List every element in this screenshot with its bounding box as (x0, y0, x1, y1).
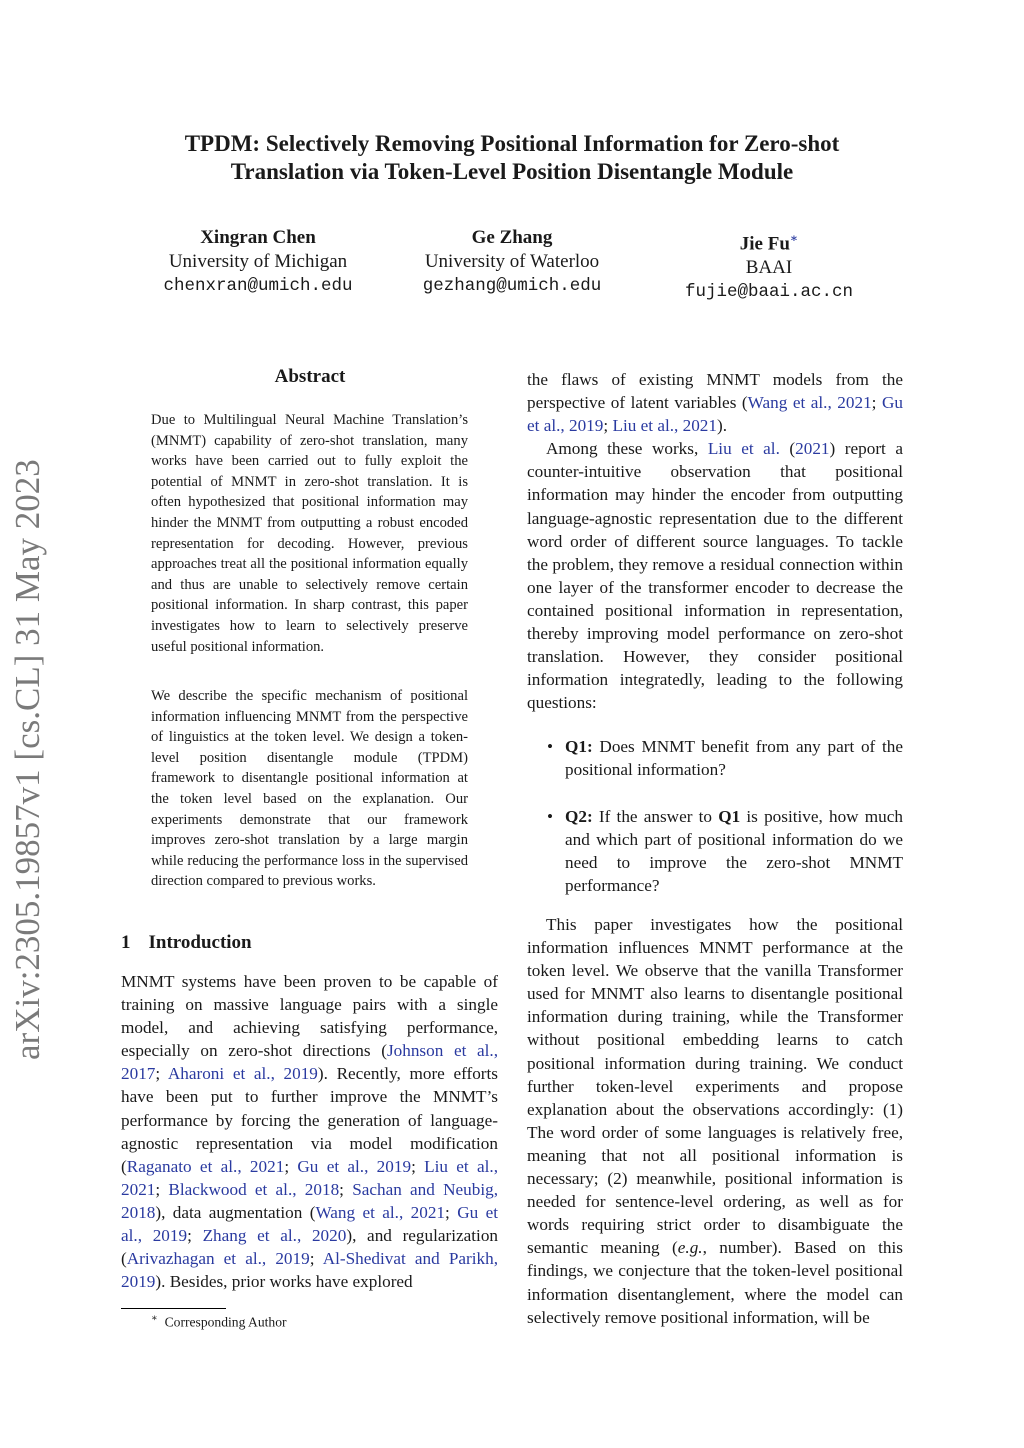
citation-link[interactable]: 2021 (795, 439, 830, 459)
author-email[interactable]: chenxran@umich.edu (163, 276, 353, 296)
author-affiliation: BAAI (745, 257, 793, 279)
citation-link[interactable]: Arivazhagan et al., 2019 (126, 1249, 310, 1269)
citation-link[interactable]: Al-Shedivat and Parikh, 2019 (121, 1249, 499, 1292)
paper-title (0, 130, 1024, 186)
author-name: Jie Fu∗ (739, 231, 799, 255)
citation-link[interactable]: Wang et al., 2021 (315, 1202, 446, 1222)
author-email[interactable]: fujie@baai.ac.cn (684, 282, 854, 303)
corresponding-author-mark[interactable]: ∗ (789, 231, 799, 245)
abstract-paragraph-1: Due to Multilingual Neural Machine Translation’s (MNMT) capability of zero-shot translation, many works have been carried out to fully exploit the potential of MNMT in zero-shot translation. It is often hypothesized that positional information may hinder the MNMT from outputting a robust encoded representation for decoding. However, previous approaches treat all the positional information equally and thus are unable to selectively remove certain positional information. In sharp contrast, this paper investigates how to learn to selectively preserve useful positional information. (151, 412, 468, 655)
author-block (619, 226, 919, 304)
citation-link[interactable]: Aharoni et al., 2019 (167, 1064, 318, 1084)
citation-link[interactable]: Liu et al., 2021 (121, 1156, 498, 1199)
abstract-heading: Abstract (274, 366, 346, 387)
title-line-1: TPDM: Selectively Removing Positional Information for Zero-shot (184, 131, 840, 156)
author-affiliation: University of Waterloo (424, 251, 600, 272)
citation-link[interactable]: Sachan and Neubig, 2018 (121, 1179, 499, 1222)
introduction-paragraph: MNMT systems have been proven to be capable of training on massive language pairs with a single model, and achieving satisfying performance, especially on zero-shot directions (Johnson et al., 2017; Aharoni et al., 2019). Recently, more efforts have been put to further improve the MNMT’s performance by forcing the generation of language-agnostic representation via model modification (Raganato et al., 2021; Gu et al., 2019; Liu et al., 2021; Blackwood et al., 2018; Sachan and Neubig, 2018), data augmentation (Wang et al., 2021; Gu et al., 2019; Zhang et al., 2020), and regularization (Arivazhagan et al., 2019; Al-Shedivat and Parikh, 2019). Besides, prior works have explored (121, 972, 499, 1292)
citation-link[interactable]: Gu et al., 2019 (297, 1156, 412, 1176)
citation-link[interactable]: Liu et al. (707, 439, 780, 459)
title-line-2: Translation via Token-Level Position Disentangle Module (230, 159, 794, 184)
citation-link[interactable]: Gu et al., 2019 (121, 1202, 498, 1246)
arxiv-identifier: arXiv:2305.19857v1 [cs.CL] 31 May 2023 (8, 459, 47, 1060)
footnote: ∗ Corresponding Author (151, 1313, 287, 1330)
citation-link[interactable]: Johnson et al., 2017 (121, 1041, 498, 1084)
citation-link[interactable]: Raganato et al., 2021 (126, 1156, 285, 1176)
citation-link[interactable]: Wang et al., 2021 (747, 393, 872, 413)
questions-list (545, 735, 903, 917)
author-affiliation: University of Michigan (168, 251, 348, 272)
right-column-paragraph-1: the flaws of existing MNMT models from the perspective of latent variables (Wang et al., 2021; Gu et al., 2019; Liu et al., 2021). Among these works, Liu et al. (2021) report a counter-intuitive observation that positional information may hinder the encoder from outputting language-agnostic representation due to the different word order of different source languages. To tackle the problem, they remove a residual connection within one layer of the transformer encoder to decrease the contained positional information in representation, thereby improving model performance on zero-shot translation. However, they consider positional information integratedly, leading to the following questions: (527, 370, 903, 713)
right-column-paragraph-2: This paper investigates how the positional information influences MNMT performance at the token level. We observe that the vanilla Transformer used for MNMT also learns to disentangle positional information during training, while the Transformer without positional embedding learns to catch positional information during training. We conduct further token-level experiments and propose explanation about the observations accordingly: (1) The word order of some languages is relatively free, meaning that not all positional information is necessary; (2) meanwhile, positional information is needed for sentence-level ordering, as well as for words requiring strict order to disambiguate the semantic meaning (e.g., number). Based on this findings, we conjecture that the token-level positional information disentanglement, where the model can selectively remove positional information, will be (527, 915, 903, 1327)
author-name: Ge Zhang (471, 227, 553, 248)
section-number: 1 (121, 932, 131, 953)
author-name: Xingran Chen (200, 227, 316, 248)
citation-link[interactable]: Blackwood et al., 2018 (168, 1179, 340, 1199)
list-item: • Q1: Does MNMT benefit from any part of the positional information? (547, 737, 903, 780)
section-title: Introduction (148, 932, 252, 953)
bullet-icon: • (547, 737, 554, 756)
author-email[interactable]: gezhang@umich.edu (422, 276, 602, 296)
list-item: • Q2: If the answer to Q1 is positive, how much and which part of positional information do we need to improve the zero-shot MNMT performance? (547, 807, 903, 896)
author-block (362, 226, 662, 298)
citation-link[interactable]: Liu et al., 2021 (612, 416, 717, 436)
abstract-paragraph-2: We describe the specific mechanism of positional information influencing MNMT from the perspective of linguistics at the token level. We design a token-level position disentangle module (TPDM) framework to disentangle positional information at the token level based on the explanation. Our experiments demonstrate that our framework improves zero-shot translation by a large margin while reducing the performance loss in the supervised direction compared to previous works. (151, 688, 468, 890)
section-heading-introduction (121, 932, 270, 954)
footnote-divider (121, 1308, 226, 1309)
bullet-icon: • (547, 807, 554, 827)
citation-link[interactable]: Gu et al., 2019 (527, 393, 903, 436)
citation-link[interactable]: Zhang et al., 2020 (202, 1226, 347, 1246)
